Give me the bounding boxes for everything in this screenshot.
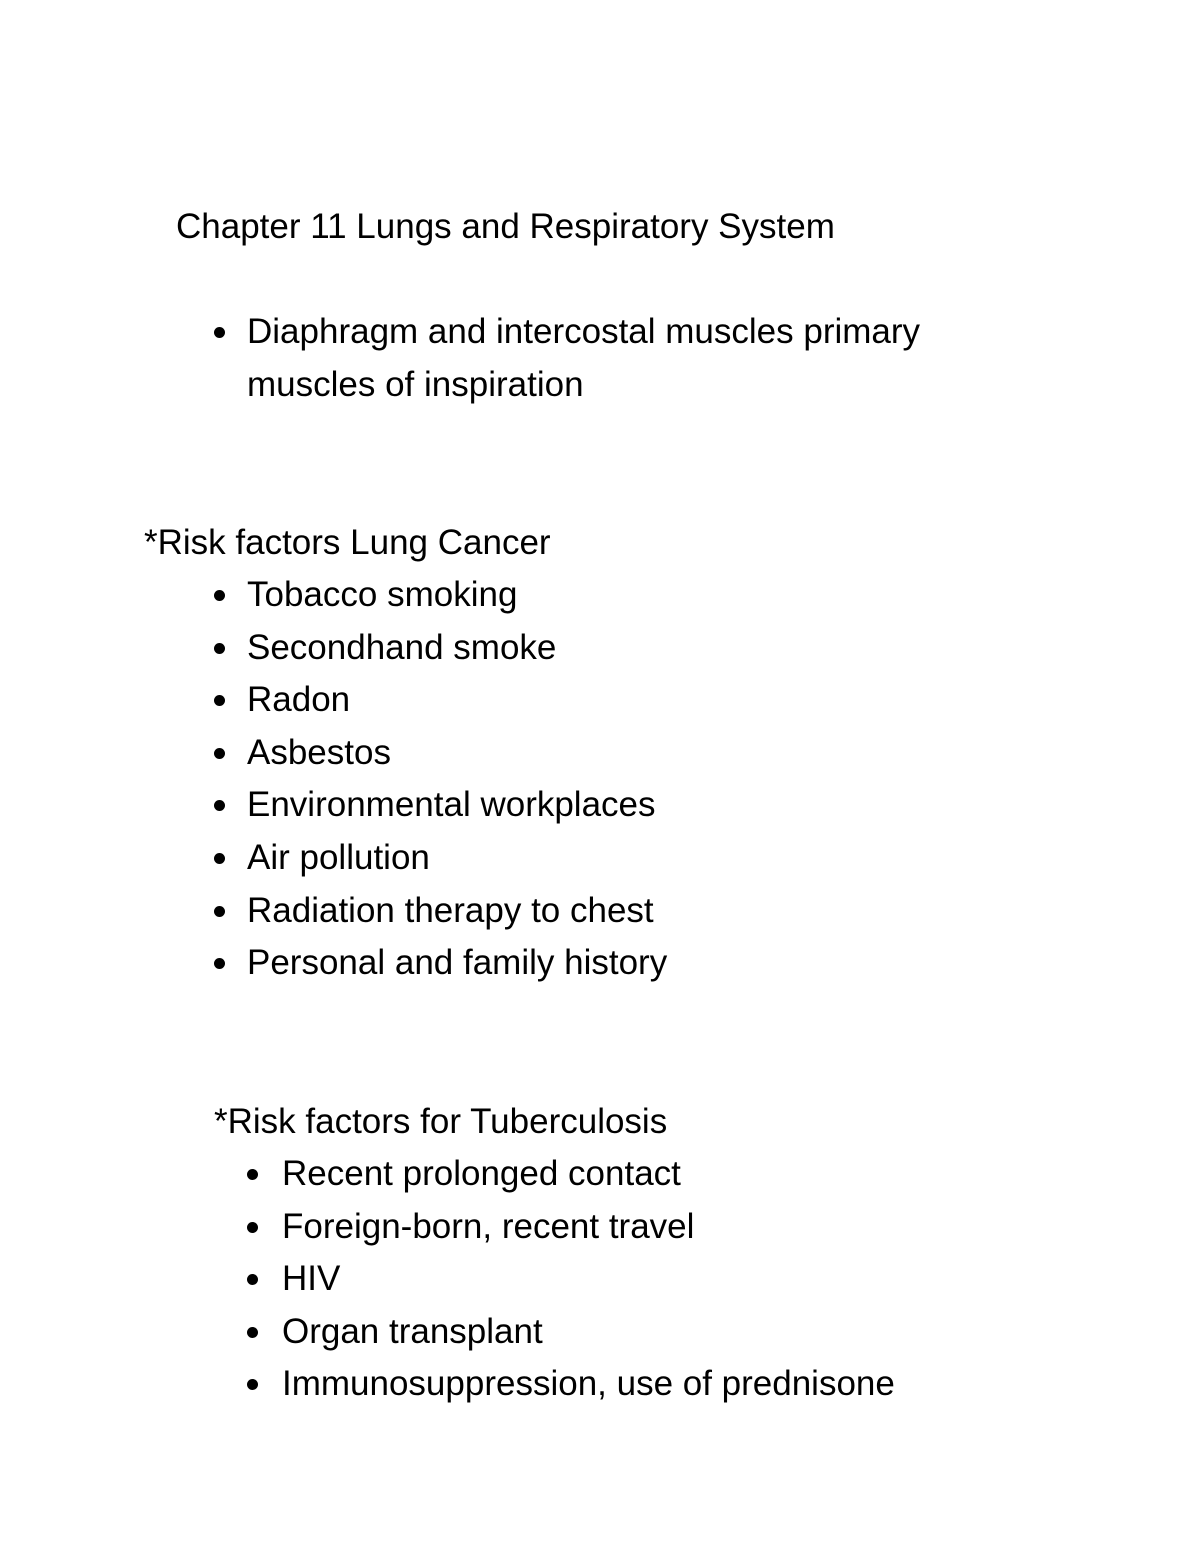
bullet-icon <box>247 1274 258 1285</box>
list-item <box>282 1148 895 1201</box>
bullet-icon <box>247 1222 258 1233</box>
bullet-icon <box>214 643 225 654</box>
list-item-text: Secondhand smoke <box>247 627 557 667</box>
list-item-text: Asbestos <box>247 732 391 772</box>
list-item-text: Personal and family history <box>247 943 668 983</box>
tuberculosis-heading: *Risk factors for Tuberculosis <box>214 1102 668 1141</box>
bullet-icon <box>247 1327 258 1338</box>
bullet-icon <box>247 1379 258 1390</box>
list-item-text: Radiation therapy to chest <box>247 890 654 930</box>
list-item <box>247 885 667 938</box>
list-item-text: Tobacco smoking <box>247 575 518 614</box>
list-item-text: Air pollution <box>247 837 430 877</box>
list-item-text: Radon <box>247 680 351 720</box>
list-item-text: Recent prolonged contact <box>282 1154 681 1193</box>
list-item <box>247 832 667 885</box>
list-item <box>282 1201 895 1254</box>
list-item <box>247 306 1027 411</box>
list-item <box>247 937 667 990</box>
list-item-text: Foreign-born, recent travel <box>282 1206 695 1246</box>
list-item-text: HIV <box>282 1259 341 1299</box>
bullet-icon <box>214 327 225 338</box>
page-title: Chapter 11 Lungs and Respiratory System <box>176 207 835 246</box>
lung-cancer-heading: *Risk factors Lung Cancer <box>144 523 551 562</box>
list-item <box>282 1358 895 1411</box>
bullet-icon <box>214 958 225 969</box>
list-item-text: Organ transplant <box>282 1311 543 1351</box>
lung-cancer-list <box>247 569 667 990</box>
bullet-icon <box>247 1169 258 1180</box>
list-item <box>247 622 667 675</box>
intro-list <box>247 306 1027 411</box>
bullet-icon <box>214 853 225 864</box>
list-item <box>247 569 667 622</box>
list-item <box>282 1253 895 1306</box>
list-item <box>282 1306 895 1359</box>
list-item <box>247 727 667 780</box>
list-item-text: Immunosuppression, use of prednisone <box>282 1364 895 1404</box>
tuberculosis-list <box>282 1148 895 1411</box>
bullet-icon <box>214 748 225 759</box>
bullet-icon <box>214 906 225 917</box>
bullet-icon <box>214 800 225 811</box>
list-item-text: Diaphragm and intercostal muscles primary muscles of inspiration <box>247 312 921 404</box>
list-item <box>247 674 667 727</box>
list-item <box>247 779 667 832</box>
bullet-icon <box>214 695 225 706</box>
bullet-icon <box>214 590 225 601</box>
list-item-text: Environmental workplaces <box>247 785 656 825</box>
